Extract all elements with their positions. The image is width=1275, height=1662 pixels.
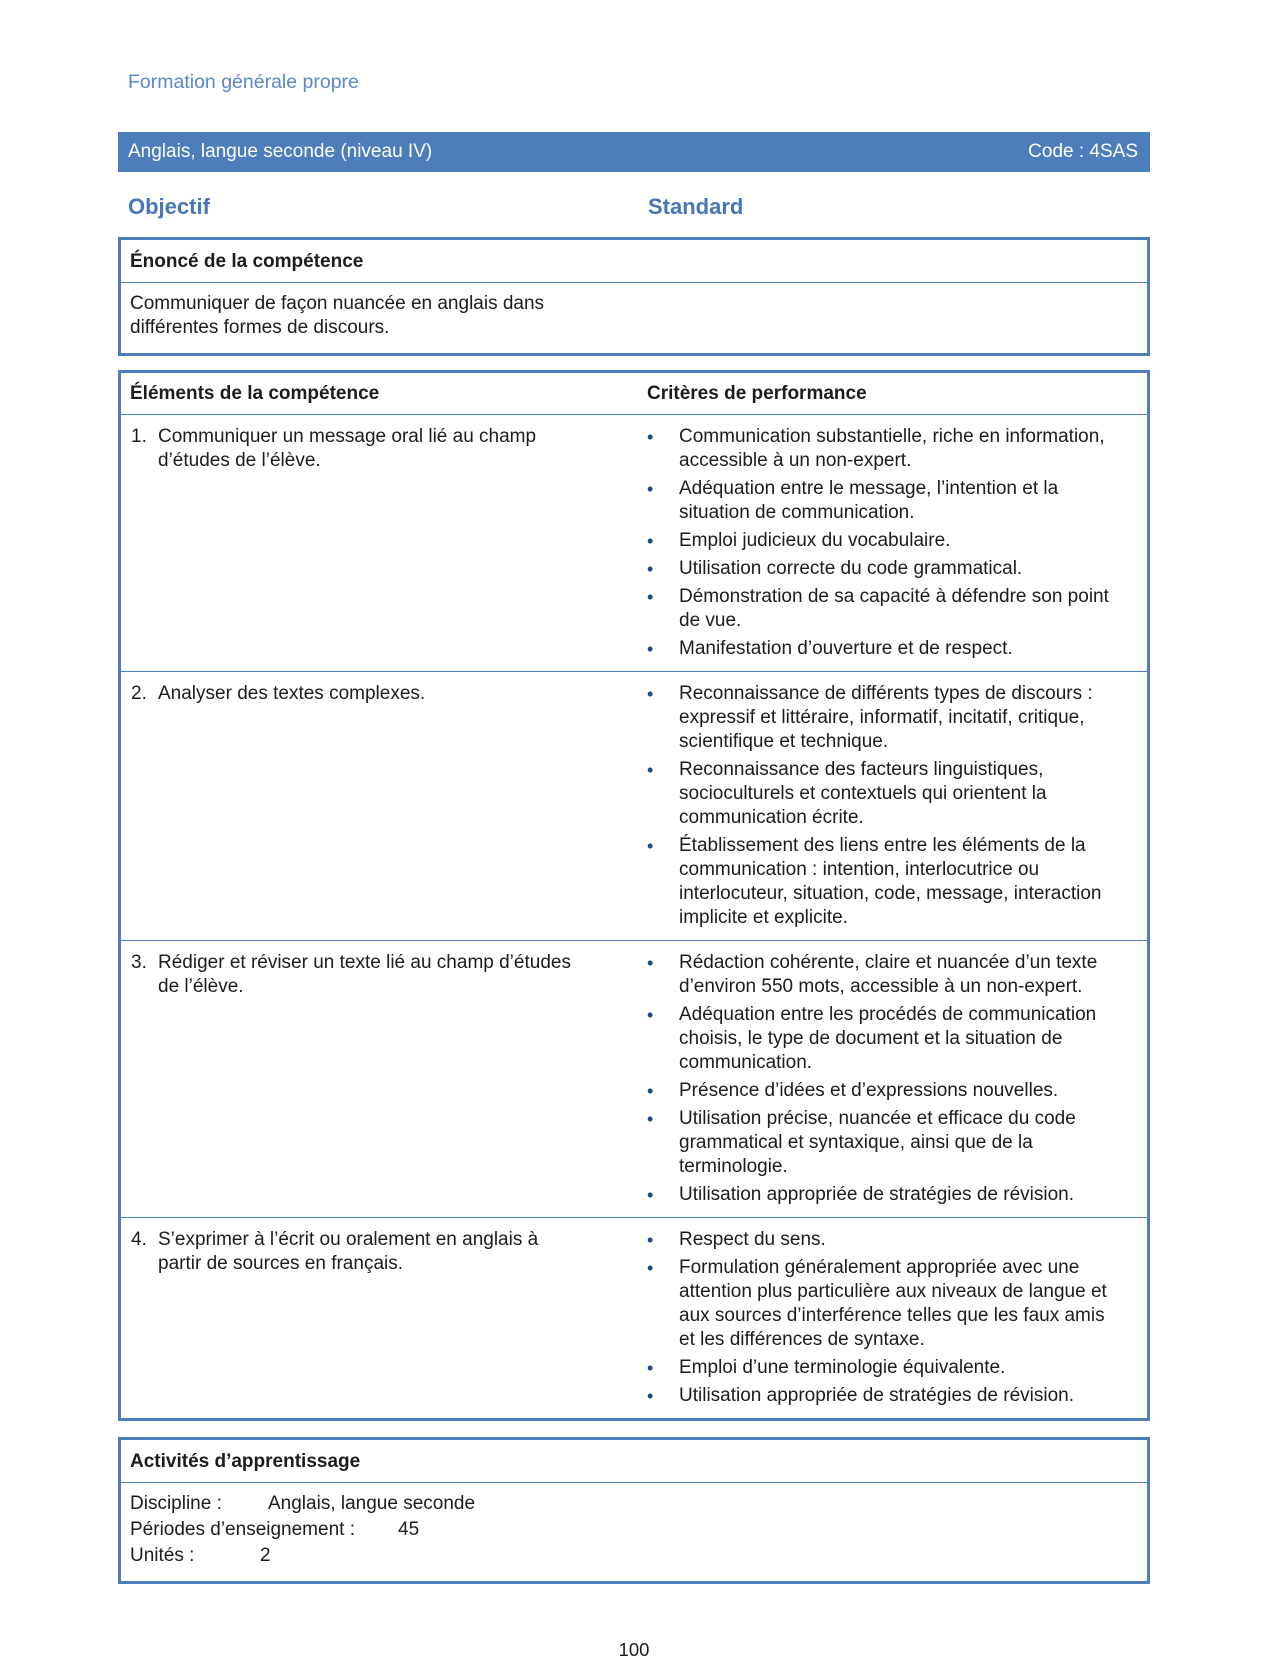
criteria-text: Manifestation d’ouverture et de respect. — [679, 638, 1013, 659]
activites-header: Activités d’apprentissage — [121, 1440, 1147, 1483]
element-cell — [121, 415, 616, 671]
criteria-text: Utilisation correcte du code grammatical. — [679, 558, 1023, 579]
criteria-item — [647, 529, 1131, 553]
criteria-text: Rédaction cohérente, claire et nuancée d’un texte d’environ 550 mots, accessible à un non-expert. — [679, 952, 1098, 997]
activity-line — [130, 1491, 1138, 1517]
objectif-heading: Objectif — [128, 194, 210, 219]
criteria-text: Présence d’idées et d’expressions nouvelles. — [679, 1080, 1059, 1101]
criteria-text: Adéquation entre les procédés de communication choisis, le type de document et la situation de communication. — [679, 1004, 1097, 1073]
criteria-item — [647, 1079, 1131, 1103]
criteria-text: Respect du sens. — [679, 1229, 826, 1250]
criteria-text: Adéquation entre le message, l’intention et la situation de communication. — [679, 478, 1059, 523]
criteria-text: Reconnaissance de différents types de discours : expressif et littéraire, informatif, incitatif, critique, scientifique et technique. — [679, 683, 1093, 752]
activites-body — [121, 1483, 1147, 1581]
element-text: Communiquer un message oral lié au champ d’études de l’élève. — [158, 426, 537, 471]
standard-heading: Standard — [648, 194, 744, 219]
element-cell — [121, 941, 616, 1217]
element-cell — [121, 672, 616, 940]
criteres-header: Critères de performance — [647, 383, 867, 404]
criteria-text: Utilisation précise, nuancée et efficace du code grammatical et syntaxique, ainsi que de la terminologie. — [679, 1108, 1076, 1177]
criteria-list — [616, 941, 1147, 1217]
competence-row — [121, 415, 1147, 671]
competence-table-header — [121, 373, 1147, 415]
competence-row — [121, 671, 1147, 940]
element-text: S’exprimer à l’écrit ou oralement en anglais à partir de sources en français. — [158, 1229, 539, 1274]
bullet-icon: • — [647, 953, 654, 973]
competence-rows — [121, 415, 1147, 1418]
activity-label: Périodes d’enseignement : — [130, 1519, 355, 1540]
criteria-item — [647, 1384, 1131, 1408]
activity-line — [130, 1543, 1138, 1569]
section-eyebrow: Formation générale propre — [128, 71, 359, 93]
competence-table — [118, 370, 1150, 1421]
bullet-icon: • — [647, 587, 654, 607]
bullet-icon: • — [647, 531, 654, 551]
column-headings — [118, 193, 1150, 221]
criteria-item — [647, 951, 1131, 999]
element-cell — [121, 1218, 616, 1418]
criteria-item — [647, 425, 1131, 473]
enonce-header: Énoncé de la compétence — [121, 240, 1147, 283]
criteria-list — [616, 415, 1147, 671]
elements-header: Éléments de la compétence — [130, 383, 380, 404]
bullet-icon: • — [647, 1358, 654, 1378]
course-banner — [118, 132, 1150, 172]
element-text: Rédiger et réviser un texte lié au champ d’études de l’élève. — [158, 952, 571, 997]
criteria-item — [647, 1107, 1131, 1179]
activity-label: Discipline : — [130, 1493, 222, 1514]
element-number: 1. — [131, 426, 147, 447]
element-number: 3. — [131, 952, 147, 973]
bullet-icon: • — [647, 1109, 654, 1129]
criteria-item — [647, 1356, 1131, 1380]
page-number: 100 — [618, 1639, 650, 1660]
bullet-icon: • — [647, 1386, 654, 1406]
criteria-item — [647, 834, 1131, 930]
element-text: Analyser des textes complexes. — [158, 683, 426, 704]
bullet-icon: • — [647, 559, 654, 579]
bullet-icon: • — [647, 1081, 654, 1101]
criteria-text: Formulation généralement appropriée avec une attention plus particulière aux niveaux de langue et aux sources d’interférence telles que les faux amis et les différences de syntaxe. — [679, 1257, 1107, 1350]
criteria-item — [647, 1228, 1131, 1252]
criteria-item — [647, 557, 1131, 581]
enonce-box — [118, 237, 1150, 356]
criteria-text: Démonstration de sa capacité à défendre son point de vue. — [679, 586, 1109, 631]
bullet-icon: • — [647, 1185, 654, 1205]
bullet-icon: • — [647, 760, 654, 780]
criteria-text: Emploi judicieux du vocabulaire. — [679, 530, 951, 551]
bullet-icon: • — [647, 684, 654, 704]
criteria-item — [647, 1256, 1131, 1352]
enonce-text: Communiquer de façon nuancée en anglais dans différentes formes de discours. — [130, 293, 545, 338]
criteria-text: Utilisation appropriée de stratégies de révision. — [679, 1385, 1074, 1406]
bullet-icon: • — [647, 427, 654, 447]
criteria-item — [647, 585, 1131, 633]
activity-value: 45 — [398, 1519, 420, 1540]
course-code: Code : 4SAS — [1028, 141, 1138, 162]
element-number: 2. — [131, 683, 147, 704]
bullet-icon: • — [647, 1005, 654, 1025]
activity-value: 2 — [260, 1545, 271, 1566]
document-page — [118, 0, 1150, 1662]
bullet-icon: • — [647, 639, 654, 659]
activites-box — [118, 1437, 1150, 1584]
course-title: Anglais, langue seconde (niveau IV) — [128, 141, 433, 162]
element-number: 4. — [131, 1229, 147, 1250]
criteria-list — [616, 672, 1147, 940]
criteria-text: Emploi d’une terminologie équivalente. — [679, 1357, 1006, 1378]
enonce-body — [121, 283, 1147, 353]
criteria-item — [647, 477, 1131, 525]
competence-row — [121, 940, 1147, 1217]
activity-line — [130, 1517, 1138, 1543]
activity-label: Unités : — [130, 1545, 195, 1566]
bullet-icon: • — [647, 479, 654, 499]
bullet-icon: • — [647, 836, 654, 856]
criteria-text: Utilisation appropriée de stratégies de révision. — [679, 1184, 1074, 1205]
competence-row — [121, 1217, 1147, 1418]
criteria-item — [647, 758, 1131, 830]
activity-value: Anglais, langue seconde — [268, 1493, 476, 1514]
criteria-text: Communication substantielle, riche en information, accessible à un non-expert. — [679, 426, 1105, 471]
bullet-icon: • — [647, 1230, 654, 1250]
criteria-item — [647, 637, 1131, 661]
bullet-icon: • — [647, 1258, 654, 1278]
criteria-list — [616, 1218, 1147, 1418]
criteria-item — [647, 682, 1131, 754]
criteria-item — [647, 1183, 1131, 1207]
criteria-text: Établissement des liens entre les éléments de la communication : intention, interlocutrice ou interlocuteur, situation, code, message, interaction implicite et explicite. — [679, 835, 1102, 928]
criteria-text: Reconnaissance des facteurs linguistiques, socioculturels et contextuels qui orientent la communication écrite. — [679, 759, 1047, 828]
criteria-item — [647, 1003, 1131, 1075]
